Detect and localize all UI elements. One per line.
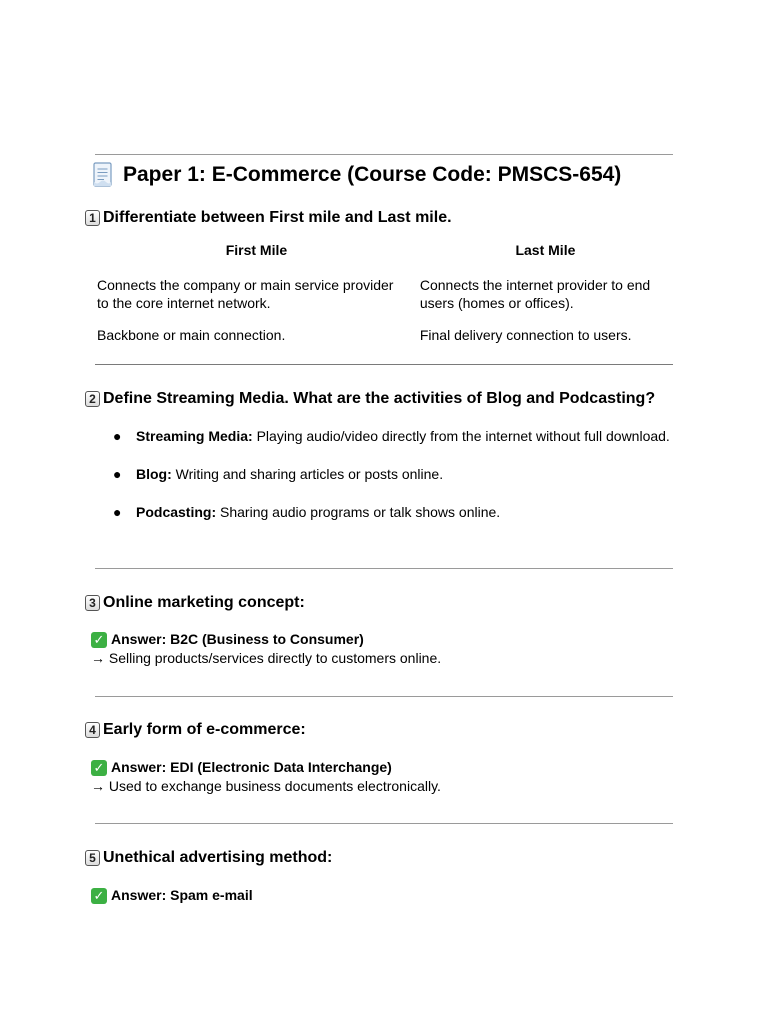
table-header-first-mile: First Mile xyxy=(225,242,288,258)
table-header-last-mile: Last Mile xyxy=(515,242,576,258)
bullet-icon: ● xyxy=(113,466,122,482)
answer-explanation: → Used to exchange business documents electronically. xyxy=(91,778,441,794)
table-header-row xyxy=(95,240,673,272)
table-cell: Connects the company or main service provider to the core internet network. xyxy=(97,277,394,311)
question-1-heading xyxy=(85,206,452,230)
check-icon: ✓ xyxy=(91,888,107,904)
answer-explanation: → Selling products/services directly to customers online. xyxy=(91,650,442,666)
table-row xyxy=(95,272,673,322)
list-item-term: Podcasting: xyxy=(136,504,217,520)
answer-text: Answer: B2C (Business to Consumer) xyxy=(111,631,364,647)
number-5-icon: 5 xyxy=(85,850,100,866)
list-item-term: Streaming Media: xyxy=(136,428,253,444)
answer-line xyxy=(91,886,253,905)
list-item xyxy=(113,464,670,484)
check-icon: ✓ xyxy=(91,632,107,648)
number-1-icon: 1 xyxy=(85,210,100,226)
q2-bullet-list xyxy=(113,426,670,540)
list-item-text: Playing audio/video directly from the internet without full download. xyxy=(252,428,670,444)
list-item-term: Blog: xyxy=(136,466,172,482)
question-4-answer xyxy=(91,758,441,796)
answer-line xyxy=(91,630,441,649)
question-2-heading xyxy=(85,387,655,411)
section-divider xyxy=(95,364,673,365)
question-5-text: Unethical advertising method: xyxy=(103,849,333,866)
question-1-text: Differentiate between First mile and Last mile. xyxy=(103,209,452,226)
number-4-icon: 4 xyxy=(85,722,100,738)
table-cell: Final delivery connection to users. xyxy=(419,327,632,343)
answer-text: Answer: Spam e-mail xyxy=(111,887,253,903)
bullet-icon: ● xyxy=(113,428,122,444)
table-cell: Backbone or main connection. xyxy=(97,327,286,343)
answer-text: Answer: EDI (Electronic Data Interchange) xyxy=(111,759,392,775)
section-divider xyxy=(95,696,673,697)
section-divider xyxy=(95,823,673,824)
answer-line xyxy=(91,758,441,777)
top-divider xyxy=(95,154,673,155)
first-last-mile-table xyxy=(95,240,673,354)
question-3-heading xyxy=(85,591,305,615)
number-3-icon: 3 xyxy=(85,595,100,611)
page-title xyxy=(92,160,621,190)
question-4-heading xyxy=(85,718,306,742)
page-title-text: Paper 1: E-Commerce (Course Code: PMSCS-654) xyxy=(123,163,622,186)
question-4-text: Early form of e-commerce: xyxy=(103,721,306,738)
bullet-icon: ● xyxy=(113,504,122,520)
table-row xyxy=(95,322,673,354)
document-icon xyxy=(92,162,114,188)
question-2-text: Define Streaming Media. What are the activities of Blog and Podcasting? xyxy=(103,390,656,407)
number-2-icon: 2 xyxy=(85,391,100,407)
check-icon: ✓ xyxy=(91,760,107,776)
list-item xyxy=(113,502,670,522)
list-item xyxy=(113,426,670,446)
question-3-text: Online marketing concept: xyxy=(103,594,305,611)
list-item-text: Writing and sharing articles or posts online. xyxy=(171,466,444,482)
question-5-heading xyxy=(85,846,332,870)
list-item-text: Sharing audio programs or talk shows online. xyxy=(216,504,501,520)
question-5-answer xyxy=(91,886,253,905)
section-divider xyxy=(95,568,673,569)
question-3-answer xyxy=(91,630,441,668)
table-cell: Connects the internet provider to end users (homes or offices). xyxy=(419,277,651,311)
